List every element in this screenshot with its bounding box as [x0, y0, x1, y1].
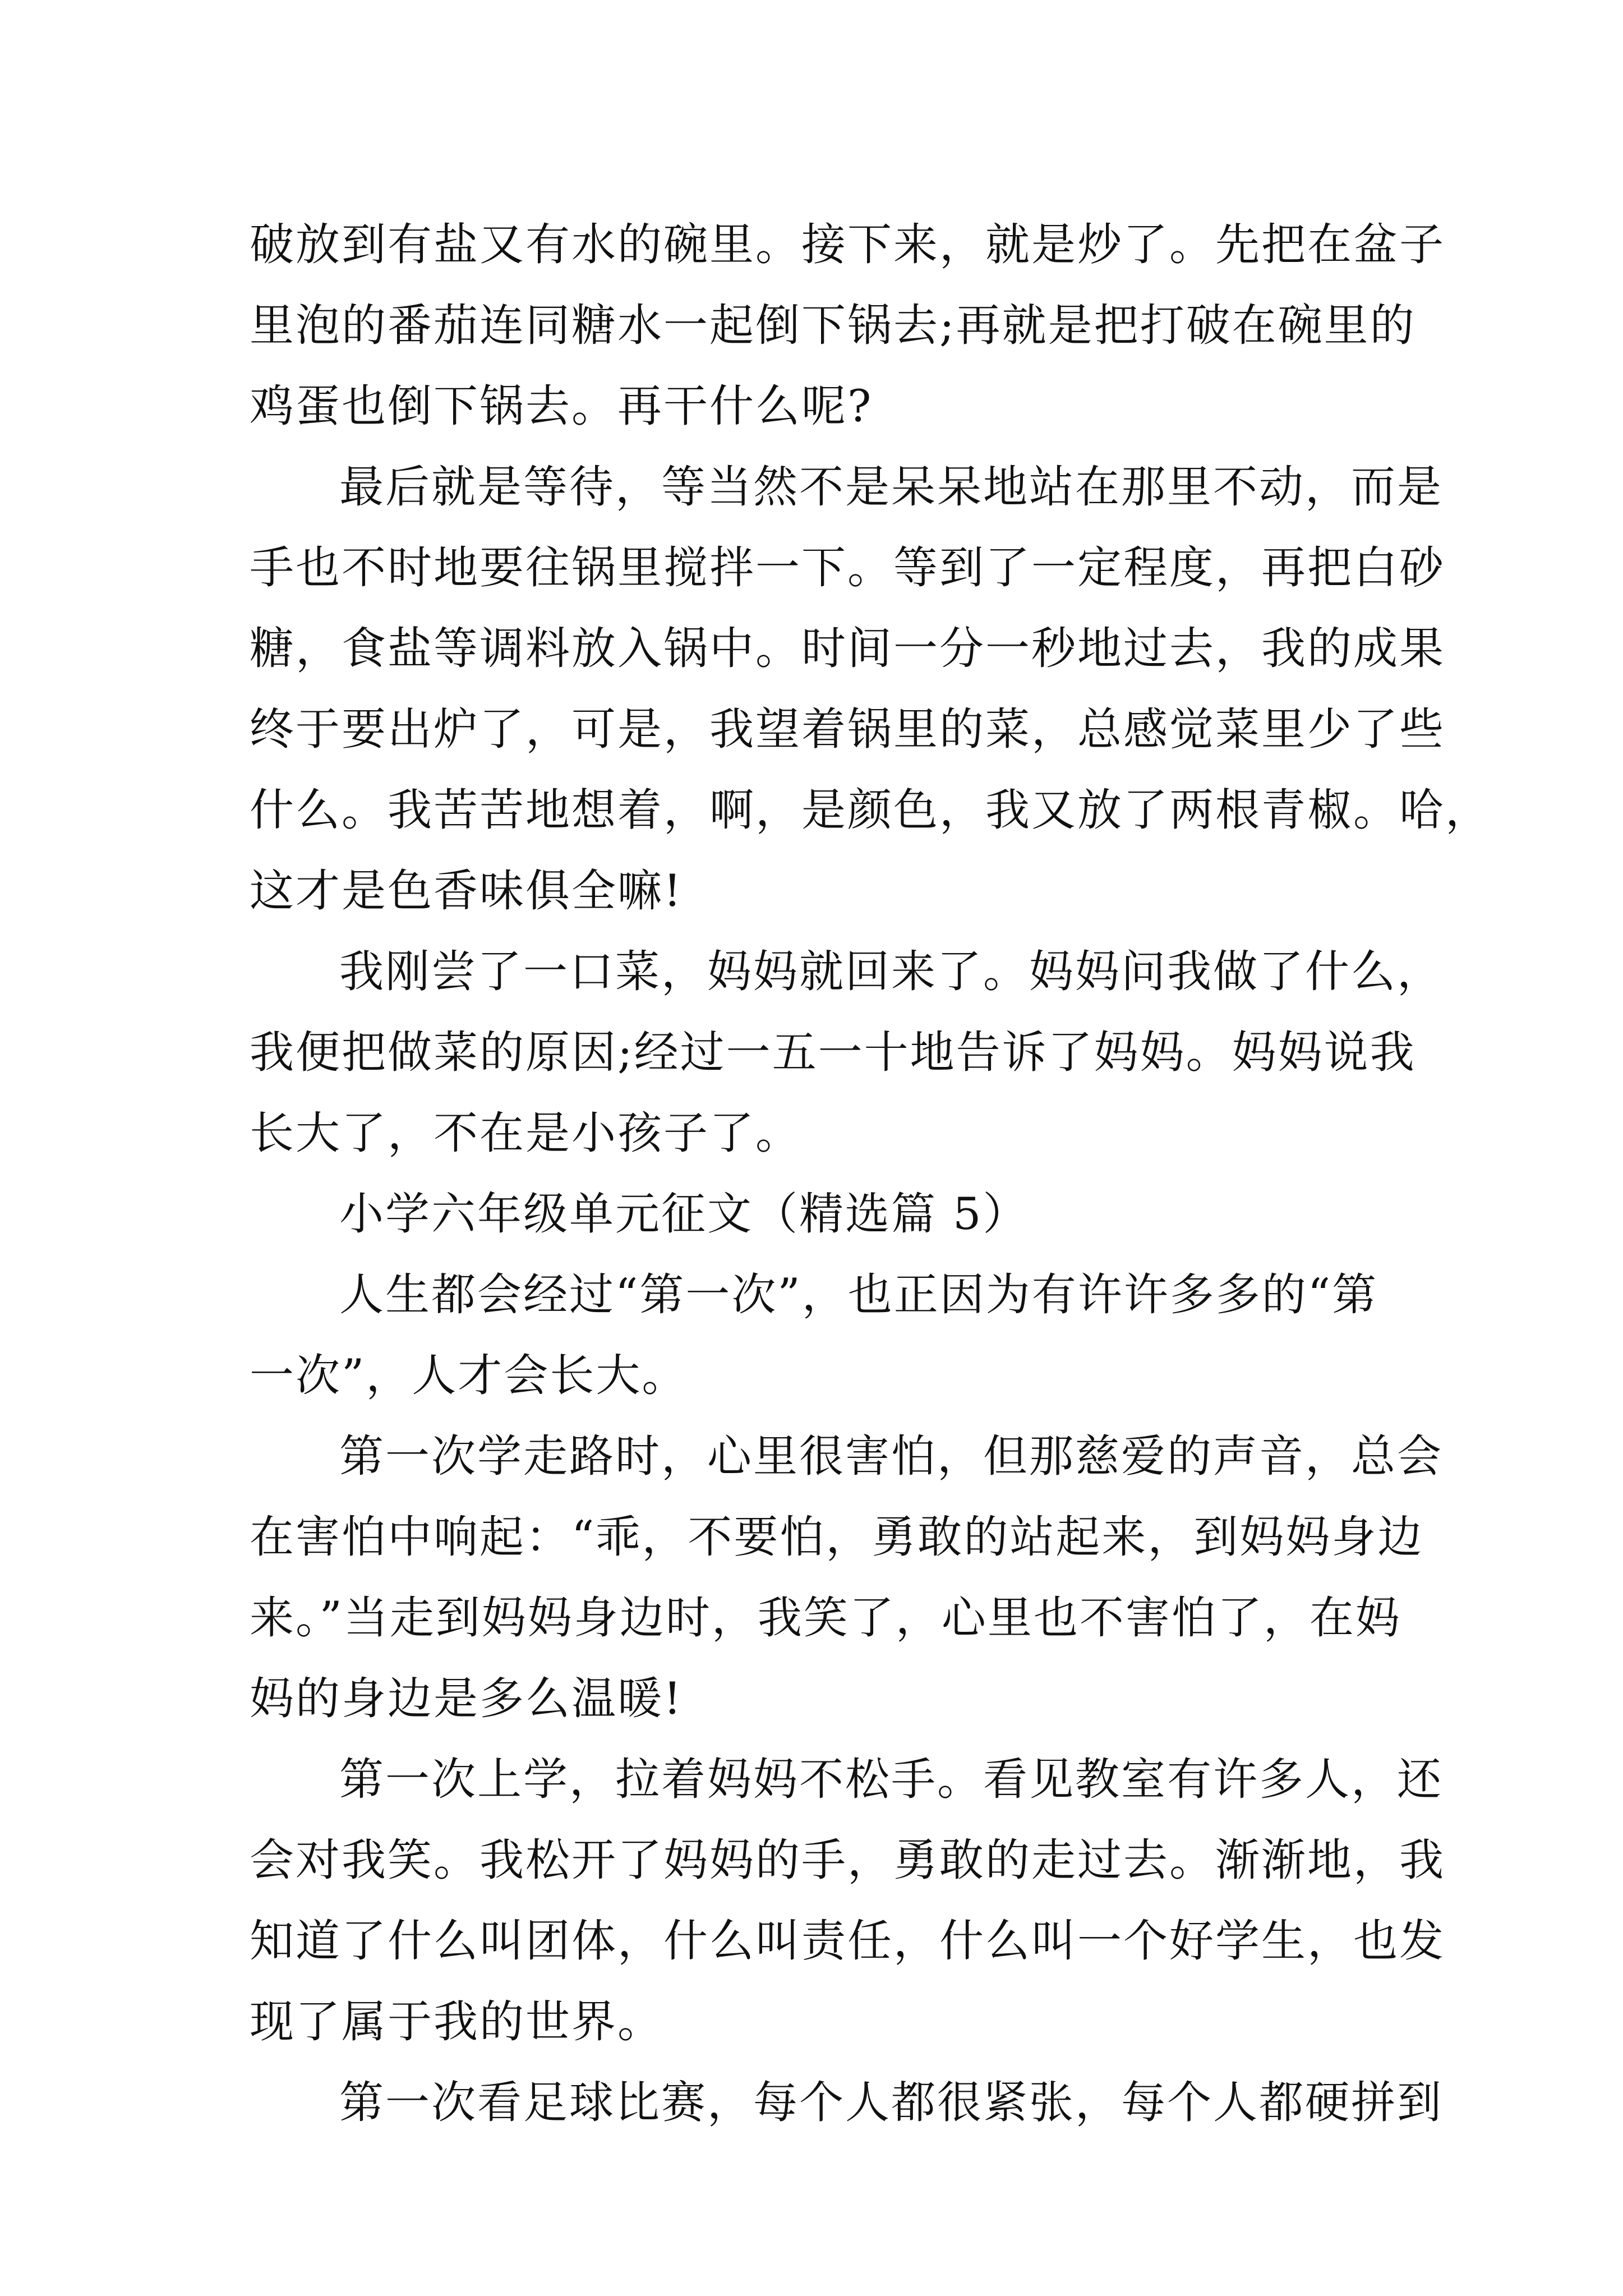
text-line: 我便把做菜的原因;经过一五一十地告诉了妈妈。妈妈说我 — [250, 1027, 1416, 1078]
text-line: 知道了什么叫团体，什么叫责任，什么叫一个好学生，也发 — [250, 1915, 1445, 1967]
text-line: 长大了，不在是小孩子了。 — [250, 1107, 801, 1159]
text-line: 人生都会经过“第一次”，也正因为有许许多多的“第 — [339, 1269, 1378, 1320]
text-line: 第一次看足球比赛，每个人都很紧张，每个人都硬拼到 — [339, 2077, 1443, 2128]
text-line: 最后就是等待，等当然不是呆呆地站在那里不动，而是 — [339, 461, 1443, 513]
text-line: 我刚尝了一口菜，妈妈就回来了。妈妈问我做了什么， — [339, 946, 1443, 997]
section-heading: 小学六年级单元征文（精选篇 5） — [339, 1188, 1029, 1240]
text-line: 手也不时地要往锅里搅拌一下。等到了一定程度，再把白砂 — [250, 542, 1445, 593]
text-line: 破放到有盐又有水的碗里。接下来，就是炒了。先把在盆子 — [250, 219, 1445, 270]
text-line: 会对我笑。我松开了妈妈的手，勇敢的走过去。渐渐地，我 — [250, 1834, 1445, 1886]
text-line: 糖，食盐等调料放入锅中。时间一分一秒地过去，我的成果 — [250, 623, 1445, 674]
text-line: 在害怕中响起：“乖，不要怕，勇敢的站起来，到妈妈身边 — [250, 1511, 1424, 1563]
text-line: 现了属于我的世界。 — [250, 1996, 663, 2047]
text-line: 一次”，人才会长大。 — [250, 1350, 688, 1401]
text-line: 什么。我苦苦地想着，啊，是颜色，我又放了两根青椒。哈， — [250, 784, 1491, 836]
text-line: 来。”当走到妈妈身边时，我笑了，心里也不害怕了，在妈 — [250, 1592, 1401, 1644]
text-line: 第一次上学，拉着妈妈不松手。看见教室有许多人，还 — [339, 1754, 1443, 1805]
text-line: 终于要出炉了，可是，我望着锅里的菜，总感觉菜里少了些 — [250, 703, 1445, 755]
text-line: 鸡蛋也倒下锅去。再干什么呢? — [250, 380, 873, 432]
text-line: 第一次学走路时，心里很害怕，但那慈爱的声音，总会 — [339, 1430, 1443, 1482]
text-line: 里泡的番茄连同糖水一起倒下锅去;再就是把打破在碗里的 — [250, 300, 1416, 351]
text-line: 妈的身边是多么温暖! — [250, 1673, 683, 1724]
text-line: 这才是色香味俱全嘛! — [250, 865, 683, 917]
